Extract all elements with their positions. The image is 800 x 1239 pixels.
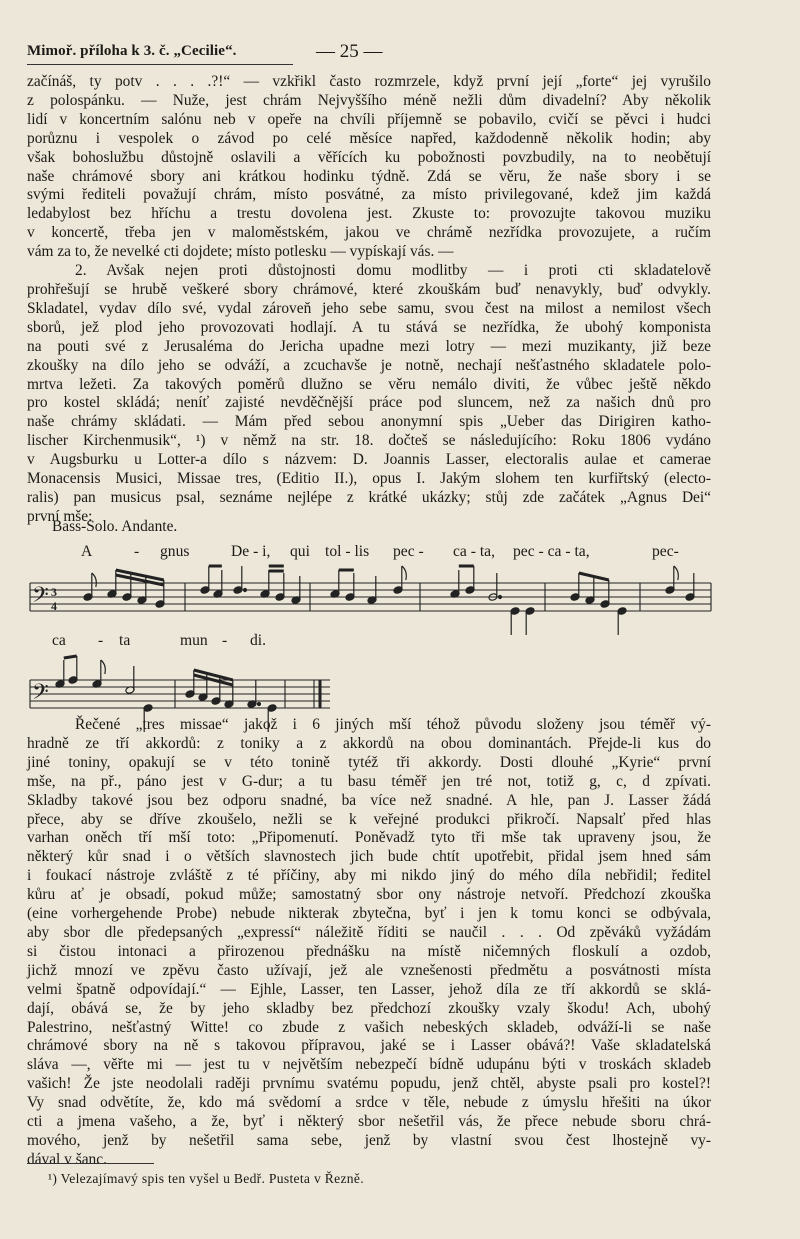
text-line: jichž mnozí ve zpěvu často užívají, jež ale vznešenosti předmětu a posvátnosti místa	[27, 961, 711, 979]
text-line: jiné toniny, opakují se v této tonině tytéž tři akkordy. Dosti dlouhé „Kyrie“ první	[27, 753, 711, 771]
lyric-syllable: ca	[52, 632, 66, 649]
text-line: sborů, jež plod jeho provozovati hodlají. A tu stává se nezřídka, že ubohý komponista	[27, 318, 711, 336]
lyric-syllable: A	[81, 543, 93, 560]
text-line: lidí v koncertním salónu neb v opeře na chvíli příjemně se pobavilo, cvičí se pěvci i hudci	[27, 110, 711, 128]
svg-text:𝄢: 𝄢	[32, 583, 49, 613]
text-line: 2. Avšak nejen proti důstojnosti domu modlitby — i proti cti skladatelově	[75, 262, 711, 280]
text-line: velmi špatně odpovídají.“ — Ejhle, Lasser, ten Lasser, jehož díla ze tří akkordů se sklá-	[27, 980, 711, 998]
note-flag	[101, 660, 106, 674]
text-line: i foukací nástroje zvláště z té příčiny, aby mi nikdo jiný do mého díla nebřidil; ředitel	[27, 867, 711, 885]
lyric-syllable: -	[134, 543, 140, 560]
text-line: ralis) pan musicus psal, seznáme nejlépe z krátké ukázky; stůj zde začátek „Agnus Dei“	[27, 488, 711, 506]
lyric-syllable: qui	[290, 543, 310, 560]
lyric-syllable: pec-	[652, 543, 679, 560]
text-line: zkoušky na dílo jeho se odváží, a zcuchavše je notně, nechají nešťastného skladatele polo-	[27, 356, 711, 374]
svg-text:4: 4	[51, 599, 57, 613]
note-beam	[64, 656, 77, 658]
text-line: však bohoslužbu důstojně oslavili a věřících ku pobožnosti povzbudily, na to neobětují	[27, 148, 711, 166]
text-line: aby sbor dle předepsaných „expressí“ náležitě říditi se naučil . . . Od zpěváků vyžádám	[27, 923, 711, 941]
lyric-syllable: De - i,	[231, 543, 271, 560]
lyric-syllable: ta	[119, 632, 131, 649]
lyric-syllable: tol - lis	[325, 543, 370, 560]
text-line: ledabylost bez hříchu a trestu dovolena jest. Zkuste to: provozujte takovou muziku	[27, 205, 711, 223]
text-line: vám za to, že nevelké cti dojdete; místo potlesku — vypískají vás. —	[27, 243, 454, 261]
text-line: dají, obává se, že by jeho skladby bez předchozí zkoušky vzaly škodu! Ach, ubohý	[27, 999, 711, 1017]
staff-system-2	[30, 680, 330, 708]
note-flag	[402, 566, 407, 580]
text-line: Skladatel, vydav dílo své, vydal zároveň jeho sebe samu, svou čest na milost a nemilost všech	[27, 299, 711, 317]
text-line: v koncertě, třeba jen v maloměstském, jakou ve chrámě nezřídka provozujete, a ručím	[27, 224, 711, 242]
lyric-syllable: pec - ca - ta,	[513, 543, 590, 560]
text-line: Řečené „tres missae“ jakož i 6 jiných mší téhož původu složeny jsou téměř vý-	[75, 716, 711, 733]
music-voice-tempo: Bass-Solo. Andante.	[52, 518, 178, 535]
text-line: chrámové sbory na ně s takovou přípravou, jaké se i Lasser obává?! Vaše skladatelská	[27, 1037, 711, 1055]
footnote-rule	[27, 1163, 154, 1164]
text-line: Palestrino, nešťastný Witte! co zbude z vašich nebeských skladeb, odváží-li se naše	[27, 1018, 711, 1036]
lyric-syllable: di.	[250, 632, 267, 649]
lyric-syllable: ca - ta,	[453, 543, 495, 560]
note-flag	[92, 573, 97, 587]
text-line: kůru ať je obsadí, pokud může; samostatný sbor ony nástroje netvoří. Předchozí zkouška	[27, 886, 711, 904]
text-line: Skladby takové jsou bez odporu snadné, ba více než snadné. A hle, pan J. Lasser žádá	[27, 791, 711, 809]
text-line: varhan oněch tří mší toto: „Připomenutí. Poněvadž tyto tři mše tak upraveny jsou, že	[27, 829, 711, 847]
text-line: Vy snad odvětíte, že, kdo má svědomí a srdce v těle, nebude z úmyslu hřešiti na úkor	[27, 1094, 711, 1112]
text-line: mrtva ležeti. Za takových poměrů dlužno se věru nemálo diviti, že vůbec ještě někdo	[27, 375, 711, 393]
page-number: — 25 —	[316, 41, 383, 62]
text-line: začínáš, ty potv . . . .?!“ — vzkřikl často rozmrzele, když první její „forte“ jej vyrušilo	[27, 73, 711, 90]
lyric-syllable: pec -	[393, 543, 424, 560]
svg-text:3: 3	[51, 585, 57, 599]
text-line: první mše:	[27, 507, 93, 525]
body-text-after-music	[27, 716, 711, 1170]
text-line: mše, na př., páno jest v G-dur; a tu basu téměř jen tré not, totiž g, c, d zpívati.	[27, 772, 711, 790]
note-dot	[258, 703, 261, 706]
text-line: lischer Kirchenmusik“, ¹) v němž na str. 18. dočteš se následujícího: Roku 1806 vydáno	[27, 432, 711, 450]
bass-clef-icon-2	[32, 680, 49, 710]
note-flag	[674, 566, 679, 580]
text-line: Monacensis Musici, Missae tres, (Editio II.), opus I. Jakým slohem ten kurfiřtský (electo-	[27, 470, 711, 488]
text-line: přece, aby se dříve zkoušelo, nežli se k veřejné produkci přikročí. Napsalť před hlas	[27, 810, 711, 828]
text-line: pro kostel skládá; neníť zajisté nevděčnější práce pod sluncem, než za našich dnů pro	[27, 394, 711, 412]
lyric-syllable: gnus	[160, 543, 190, 560]
note-dot	[244, 589, 247, 592]
lyric-syllable: -	[98, 632, 104, 649]
text-line: v Augsburku u Lotter-a dílo s názvem: D. Joannis Lasser, electoralis aulae et camerae	[27, 451, 711, 469]
text-line: si čistou intonaci a přirozenou přednášku na místě ničemných floskulí a ozdob,	[27, 942, 711, 960]
text-line: vašich! Že jste neodolali raději prvnímu svatému popudu, jenž chtěl, abyste psali pro kostel?!	[27, 1075, 711, 1093]
text-line: na pouti své z Jerusaléma do Jericha upadne mezi lotry — mezi muzikanty, již beze	[27, 337, 711, 355]
text-line: prohřešují se hrubě veškeré sbory chrámové, které zkouškám buď nenavykly, buď odvykly.	[27, 280, 711, 298]
text-line: naše chrámové sbory ani krátkou hodinku týdně. Zdá se věru, že naše sbory i se	[27, 167, 711, 185]
bass-clef-icon	[32, 583, 57, 613]
text-line: dával v šanc.	[27, 1150, 107, 1168]
text-line: hradně ze tří akkordů: z toniky a z akkordů na obou dominantách. Přejde-li kus do	[27, 734, 711, 752]
running-header: Mimoř. příloha k 3. č. „Cecilie“.	[27, 43, 237, 59]
lyric-syllable: mun	[180, 632, 208, 649]
text-line: cti a jmena vašeho, a že, byť i některý sbor nešetřil vás, že přece nebude sboru chrá-	[27, 1113, 711, 1131]
text-line: (eine vorhergehende Probe) nebude nikterak zbytečna, byť i jen k tomu konci se odbývala,	[27, 905, 711, 923]
note-dot	[499, 596, 502, 599]
text-line: porůznu i vespolek o závod po celé měsíce napřed, každodenně několik hodin; aby	[27, 129, 711, 147]
text-line: sláva —, věřte mi — jest tu v největším nebezpečí bídně udupánu býti v troskách skladeb	[27, 1056, 711, 1074]
svg-text:𝄢: 𝄢	[32, 680, 49, 710]
text-line: některý kůr snad i o větších slavnostech jich bude chtít upotřebit, přidal jsem hned sám	[27, 848, 711, 866]
text-line: svými řediteli považují chrám, místo posvátné, za místo privilegované, kdež jim každá	[27, 186, 711, 204]
text-line: z polospánku. — Nuže, jest chrám Nejvyššího méně nežli dům divadelní? Aby několik	[27, 91, 711, 109]
lyric-syllable: -	[222, 632, 228, 649]
text-line: mového, jenž by nešetřil sama sebe, jenž by vlastní svou čest lhostejně vy-	[27, 1131, 711, 1149]
text-line: naše chrámy skládati. — Mám před sebou anonymní spis „Ueber das Dirigiren katho-	[27, 413, 711, 431]
footnote: ¹) Velezajímavý spis ten vyšel u Bedř. Pusteta v Řezně.	[48, 1171, 364, 1186]
